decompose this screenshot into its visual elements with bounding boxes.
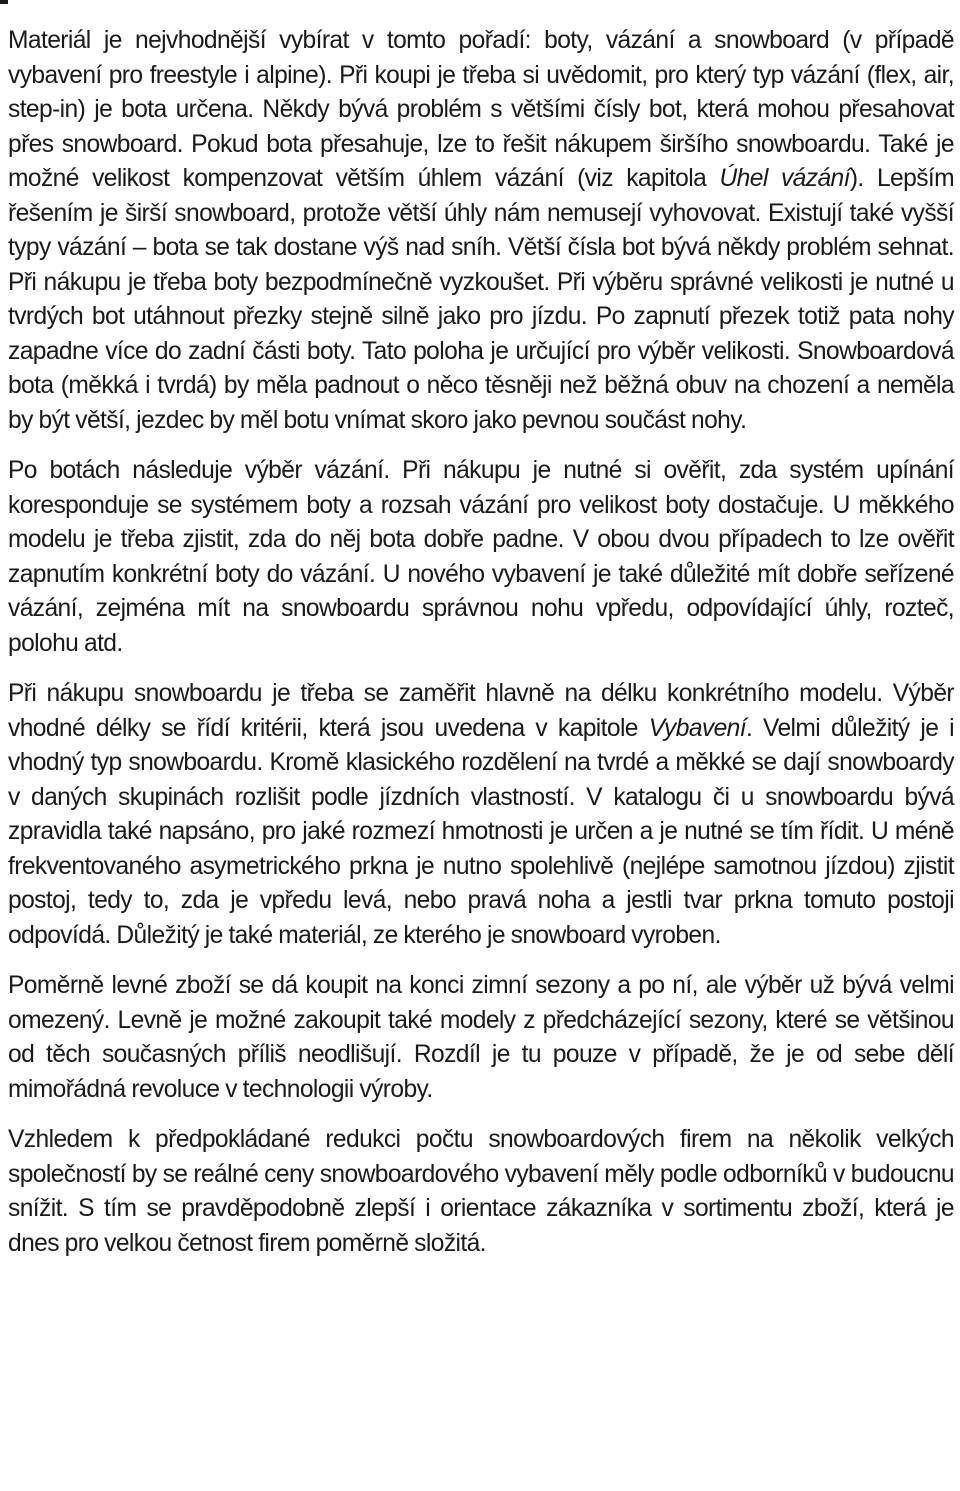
paragraph-equipment-order (8, 24, 954, 438)
paragraph-bindings: Po botách následuje výběr vázání. Při nákupu je nutné si ověřit, zda systém upínání koresponduje se systémem boty a rozsah vázání pro velikost boty dostačuje. U měkkého modelu je třeba zjistit, zda do něj bota dobře padne. V obou dvou případech to lze ověřit zapnutím konkrétní boty do vázání. U nového vybavení je také důležité mít dobře seřízené vázání, zejména mít na snowboardu správnou nohu vpředu, odpovídající úhly, rozteč, polohu atd. (8, 457, 954, 657)
chapter-reference-vybaveni: Vybavení (648, 714, 746, 742)
paragraph-text: . Velmi důležitý je i vhodný typ snowboardu. Kromě klasického rozdělení na tvrdé a měkké se dají snowboardy v daných skupinách rozlišit podle jízdních vlastností. V katalogu či u snowboardu bývá zpravidla také napsáno, pro jaké rozmezí hmotnosti je určen a je nutné se tím řídit. U méně frekventovaného asymetrického prkna je nutno spolehlivě (nejlépe samotnou jízdou) zjistit postoj, tedy to, zda je vpředu levá, nebo pravá noha a jestli tvar prkna tomuto postoji odpovídá. Důležitý je také materiál, ze kterého je snowboard vyroben. (8, 714, 954, 949)
chapter-reference-uhel-vazani: Úhel vázání (719, 165, 850, 192)
paragraph-text: Materiál je nejvhodnější vybírat v tomto pořadí: boty, vázání a snowboard (v případě vybavení pro freestyle i alpine). Při koupi je třeba si uvědomit, pro který typ vázání (flex, air, step-in) je bota určena. Někdy bývá problém s většími čísly bot, která mohou přesahovat přes snowboard. Pokud bota přesahuje, lze to řešit nákupem širšího snowboardu. Také je možné velikost kompenzovat větším úhlem vázání (viz kapitola (8, 27, 954, 192)
paragraph-season-sales: Poměrně levné zboží se dá koupit na konci zimní sezony a po ní, ale výběr už bývá velmi omezený. Levně je možné zakoupit také modely z předcházející sezony, které se většinou od těch současných příliš neodlišují. Rozdíl je tu pouze v případě, že je od sebe dělí mimořádná revoluce v technologii výroby. (8, 972, 954, 1103)
page-corner-mark (0, 0, 8, 4)
paragraph-text: ). Lepším řešením je širší snowboard, protože větší úhly nám nemusejí vyhovovat. Existují také vyšší typy vázání – bota se tak dostane výš nad sníh. Větší čísla bot bývá někdy problém sehnat. Při nákupu je třeba boty bezpodmínečně vyzkoušet. Při výběru správné velikosti je nutné u tvrdých bot utáhnout přezky stejně silně jako pro jízdu. Po zapnutí přezek totiž pata nohy zapadne více do zadní části boty. Tato poloha je určující pro výběr velikosti. Snowboardová bota (měkká i tvrdá) by měla padnout o něco těsněji než běžná obuv na chození a neměla by být větší, jezdec by měl botu vnímat skoro jako pevnou součást nohy. (8, 165, 955, 434)
document-page (8, 24, 954, 1261)
paragraph-text: Při nákupu snowboardu je třeba se zaměřit hlavně na délku konkrétního modelu. Výběr vhodné délky se řídí kritérii, která jsou uvedena v kapitole (8, 680, 954, 742)
paragraph-market-outlook: Vzhledem k předpokládané redukci počtu snowboardových firem na několik velkých společností by se reálné ceny snowboardového vybavení měly podle odborníků v budoucnu snížit. S tím se pravděpodobně zlepší i orientace zákazníka v sortimentu zboží, která je dnes pro velkou četnost firem poměrně složitá. (8, 1126, 954, 1257)
paragraph-snowboard-purchase (8, 677, 954, 953)
